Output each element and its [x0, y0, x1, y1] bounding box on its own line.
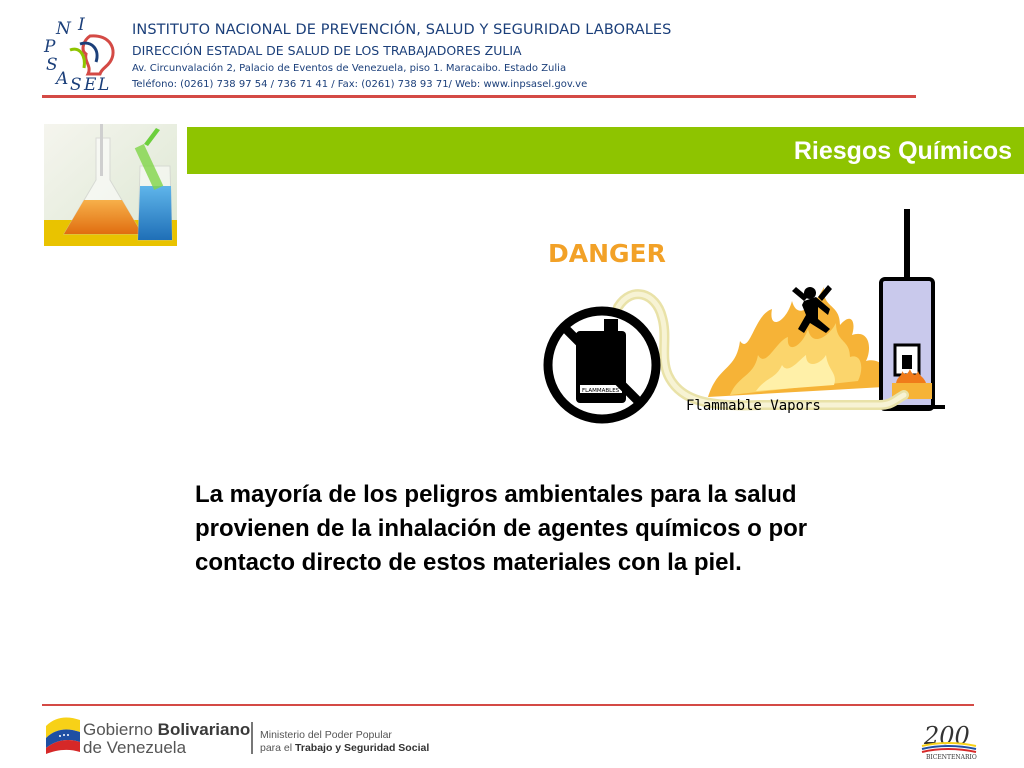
svg-text:S: S — [46, 55, 58, 75]
flammable-vapors-illustration — [540, 205, 950, 437]
inpsasel-logo — [40, 16, 124, 92]
danger-label: DANGER — [548, 239, 666, 268]
venezuela-flag-icon — [44, 712, 82, 754]
can-label: FLAMMABLES — [582, 388, 620, 394]
slide-title: Riesgos Químicos — [793, 137, 1012, 165]
chemistry-flasks-image — [44, 124, 177, 246]
header-divider — [42, 95, 916, 98]
government-name-line2: de Venezuela — [83, 738, 187, 757]
institution-name: INSTITUTO NACIONAL DE PREVENCIÓN, SALUD Y SEGURIDAD LABORALES — [132, 22, 672, 38]
address-line: Av. Circunvalación 2, Palacio de Eventos de Venezuela, piso 1. Maracaibo. Estado Zulia — [132, 63, 567, 74]
svg-text:S: S — [70, 75, 82, 92]
svg-text:200: 200 — [924, 722, 970, 750]
svg-text:I: I — [78, 16, 85, 35]
slide-body-text: La mayoría de los peligros ambientales para la salud provienen de la inhalación de agentes químicos o por contacto directo de estos materiales con la piel. — [195, 481, 808, 576]
svg-text:N: N — [56, 19, 71, 39]
svg-text:BICENTENARIO: BICENTENARIO — [926, 754, 977, 760]
bicentennial-logo — [918, 716, 980, 760]
no-flammables-icon — [548, 311, 656, 419]
footer-separator — [251, 722, 253, 754]
vapors-label: Flammable Vapors — [686, 398, 821, 414]
directorate-name: DIRECCIÓN ESTADAL DE SALUD DE LOS TRABAJADORES ZULIA — [132, 43, 522, 58]
government-name-line1: Gobierno Bolivariano — [83, 720, 251, 739]
svg-text:E: E — [84, 75, 97, 92]
ministry-line2: para el Trabajo y Seguridad Social — [260, 742, 430, 754]
contact-line: Teléfono: (0261) 738 97 54 / 736 71 41 / Fax: (0261) 738 93 71/ Web: www.inpsasel.gov.ve — [132, 79, 588, 90]
water-heater-graphic — [875, 209, 945, 409]
svg-text:P: P — [44, 37, 56, 57]
svg-text:L: L — [98, 75, 110, 92]
flames-graphic — [708, 287, 886, 397]
footer-divider — [42, 704, 974, 706]
ministry-line1: Ministerio del Poder Popular — [260, 729, 392, 741]
svg-text:A: A — [56, 69, 69, 89]
slide-title-bar — [187, 127, 1024, 174]
